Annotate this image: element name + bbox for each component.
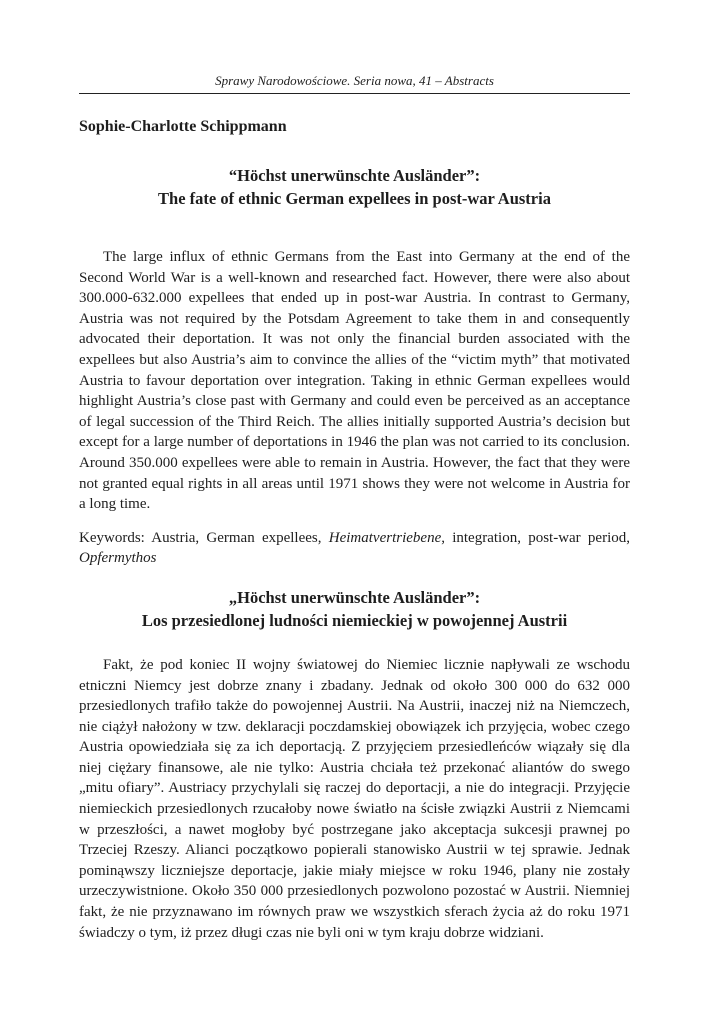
polish-abstract: Fakt, że pod koniec II wojny światowej do Niemiec licznie napływali ze wschodu etniczni Niemcy jest dobrze znany i zbadany. Jednak od około 300 000 do 632 000 przesiedlonych trafiło także do powojennej Austrii. Na Austrii, inaczej niż na Niemczech, nie ciążył nałożony w tzw. deklaracji poczdamskiej obowiązek ich przyjęcia, wobec czego Austria opowiedziała się za ich deportacją. Z przyjęciem przesiedleńców wiązały się dla niej ciężary finansowe, ale nie tylko: Austria chciała też przekonać aliantów do swego „mitu ofiary”. Austriacy przychylali się raczej do deportacji, a nie do integracji. Przyjęcie niemieckich przesiedlonych rzucałoby nowe światło na ścisłe związki Austrii z Niemcami w przeszłości, a nawet mogłoby być postrzegane jako akceptacja sukcesji prawnej po Trzeciej Rzeszy. Alianci początkowo popierali stanowisko Austrii w tej sprawie. Jednak pominąwszy liczniejsze deportacje, jakie miały miejsce w roku 1946, plany nie zostały urzeczywistnione. Około 350 000 przesiedlonych pozwolono pozostać w Austrii. Niemniej fakt, że nie przyznawano im równych praw we wszystkich sferach życia aż do roku 1971 świadczy o tym, iż przez długi czas nie byli oni w tym kraju dobrze widziani. [79,656,630,941]
english-title [79,164,630,210]
keywords-italic-1: Heimatvertriebene [328,529,442,546]
keywords-italic-2: Opfermythos [79,550,157,567]
journal-page [79,72,630,943]
keywords [79,528,630,569]
running-header: Sprawy Narodowościowe. Seria nowa, 41 – Abstracts [79,72,630,94]
keywords-text-1: Austria, German expellees, [151,529,322,546]
english-abstract: The large influx of ethnic Germans from the East into Germany at the end of the Second World War is a well-known and researched fact. However, there were also about 300.000-632.000 expellees that ended up in post-war Austria. In contrast to Germany, Austria was not required by the Potsdam Agreement to take them in and consequently advocated their deportation. It was not only the financial burden associated with the expellees but also Austria’s aim to convince the allies of the “victim myth” that motivated Austria to favour deportation over integration. Taking in ethnic German expellees would highlight Austria’s close past with Germany and could even be perceived as an acceptance of legal succession of the Third Reich. The allies initially supported Austria’s decision but except for a large number of deportations in 1946 the plan was not carried to its conclusion. Around 350.000 expellees were able to remain in Austria. However, the fact that they were not granted equal rights in all areas until 1971 shows they were not welcome in Austria for a long time. [79,249,630,513]
english-title-line-1: “Höchst unerwünschte Ausländer”: [228,166,481,185]
author-name: Sophie-Charlotte Schippmann [79,118,287,135]
polish-title-line-2: Los przesiedlonej ludności niemieckiej w powojennej Austrii [141,610,568,630]
keywords-text-2: , integration, post-war period, [441,529,630,546]
polish-title [79,586,630,632]
polish-title-line-1: „Höchst unerwünschte Ausländer”: [228,587,481,607]
english-title-line-2: The fate of ethnic German expellees in post-war Austria [158,189,551,208]
keywords-label: Keywords: [79,529,145,546]
